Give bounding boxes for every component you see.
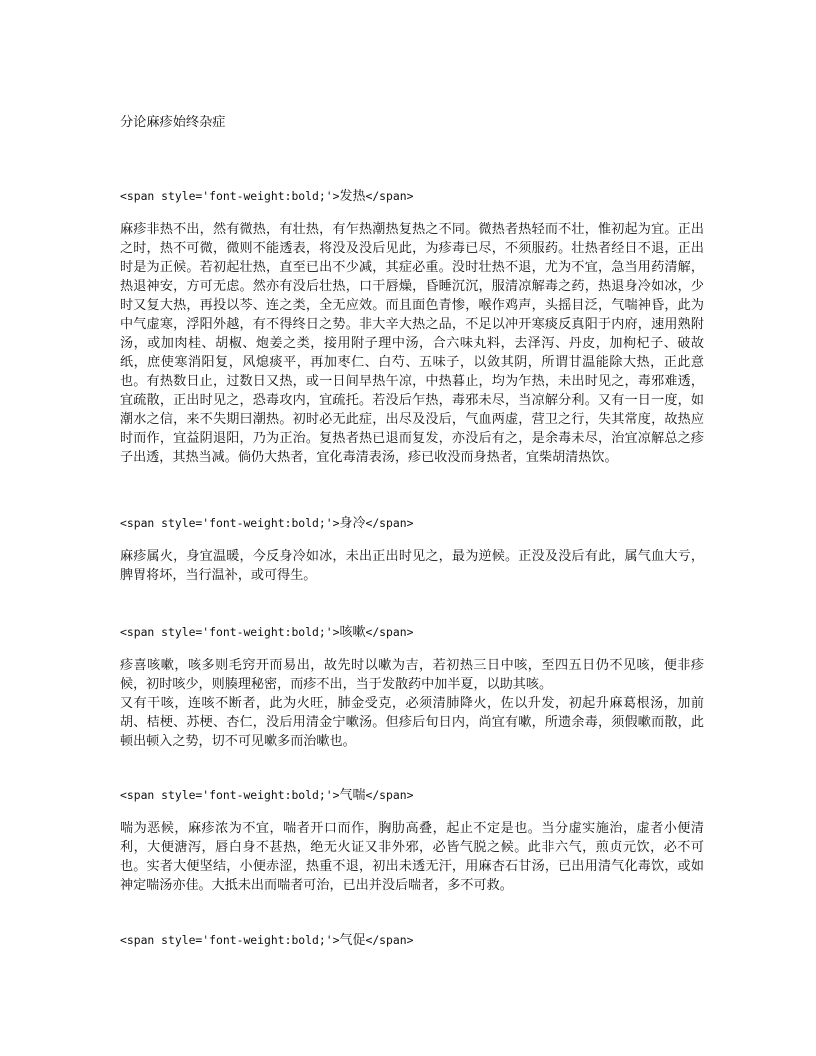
section-body-cough: [120, 656, 704, 751]
span-open-tag: <span style='font-weight:bold;'>: [120, 933, 340, 947]
span-open-tag: <span style='font-weight:bold;'>: [120, 189, 340, 203]
section-heading-fever: [120, 187, 413, 206]
paragraph: 又有干咳，连咳不断者，此为火旺，肺金受克，必须清肺降火，佐以升发，初起升麻葛根汤，加前胡、桔梗、苏梗、杏仁，没后用清金宁嗽汤。但疹后旬日内，尚宜有嗽，所遗余毒，须假嗽而散，此顿出顿入之势，切不可见嗽多而治嗽也。: [120, 696, 704, 749]
section-heading-label: 发热: [339, 189, 366, 204]
section-heading-cough: [120, 623, 413, 642]
section-body-body-cold: [120, 547, 704, 585]
span-open-tag: <span style='font-weight:bold;'>: [120, 788, 340, 802]
section-body-asthma: [120, 819, 704, 895]
section-heading-label: 身冷: [339, 516, 366, 531]
span-close-tag: </span>: [365, 933, 414, 947]
paragraph: 麻疹非热不出，然有微热，有壮热，有乍热潮热复热之不同。微热者热轻而不壮，惟初起为宜。正出之时，热不可微，微则不能透表，将没及没后见此，为疹毒已尽，不须服药。壮热者经日不退，正出时是为正候。若初起壮热，直至已出不少减，其症必重。没时壮热不退，尤为不宜，急当用药清解，热退神安，方可无虑。然亦有没后壮热，口干唇燥，昏睡沉沉，服清凉解毒之药，热退身冷如冰，少时又复大热，再投以芩、连之类，全无应效。而且面色青惨，喉作鸡声，头摇目泛，气喘神昏，此为中气虚寒，浮阳外越，有不得终日之势。非大辛大热之品，不足以冲开寒痰反真阳于内府，速用熟附汤，或加肉桂、胡椒、炮姜之类，接用附子理中汤，合六味丸料，去泽泻、丹皮，加枸杞子、破故纸，庶使寒消阳复，风熄痰平，再加枣仁、白芍、五味子，以敛其阴，所谓甘温能除大热，正此意也。有热数日止，过数日又热，或一日间早热午凉，中热暮止，均为乍热，未出时见之，毒邪难透，宜疏散，正出时见之，恐毒攻内，宜疏托。若没后乍热，毒邪未尽，当凉解分利。又有一日一度，如潮水之信，来不失期曰潮热。初时必无此症，出尽及没后，气血两虚，营卫之行，失其常度，故热应时而作，宜益阴退阳，乃为正治。复热者热已退而复发，亦没后有之，是余毒未尽，治宜凉解总之疹子出透，其热当减。倘仍大热者，宜化毒清表汤，疹已收没而身热者，宜柴胡清热饮。: [120, 222, 704, 465]
section-heading-asthma: [120, 786, 413, 805]
section-heading-label: 气促: [339, 933, 366, 948]
span-close-tag: </span>: [365, 189, 414, 203]
span-close-tag: </span>: [365, 788, 414, 802]
section-heading-label: 咳嗽: [339, 625, 366, 640]
section-heading-label: 气喘: [339, 788, 366, 803]
document-title: 分论麻疹始终杂症: [120, 115, 226, 130]
span-close-tag: </span>: [365, 516, 414, 530]
section-heading-shortness-of-breath: [120, 931, 413, 950]
paragraph: 疹喜咳嗽，咳多则毛窍开而易出，故先时以嗽为吉，若初热三日中咳，至四五日仍不见咳，便非疹候，初时咳少，则腠理秘密，而疹不出，当于发散药中加半夏，以助其咳。: [120, 658, 704, 692]
span-open-tag: <span style='font-weight:bold;'>: [120, 625, 340, 639]
paragraph: 喘为恶候，麻疹浓为不宜，喘者开口而作，胸肋高叠，起止不定是也。当分虚实施治，虚者小便清利，大便溏泻，唇白身不甚热，绝无火证又非外邪，必皆气脱之候。此非六气，煎贞元饮，必不可也。实者大便坚结，小便赤涩，热重不退，初出未透无汗，用麻杏石甘汤，已出用清气化毒饮，或如神定喘汤亦佳。大抵未出而喘者可治，已出并没后喘者，多不可救。: [120, 821, 704, 893]
span-close-tag: </span>: [365, 625, 414, 639]
section-heading-body-cold: [120, 514, 413, 533]
span-open-tag: <span style='font-weight:bold;'>: [120, 516, 340, 530]
paragraph: 麻疹属火，身宜温暖，今反身冷如冰，未出正出时见之，最为逆候。正没及没后有此，属气血大亏，脾胃将坏，当行温补，或可得生。: [120, 549, 704, 583]
section-body-fever: [120, 220, 704, 467]
